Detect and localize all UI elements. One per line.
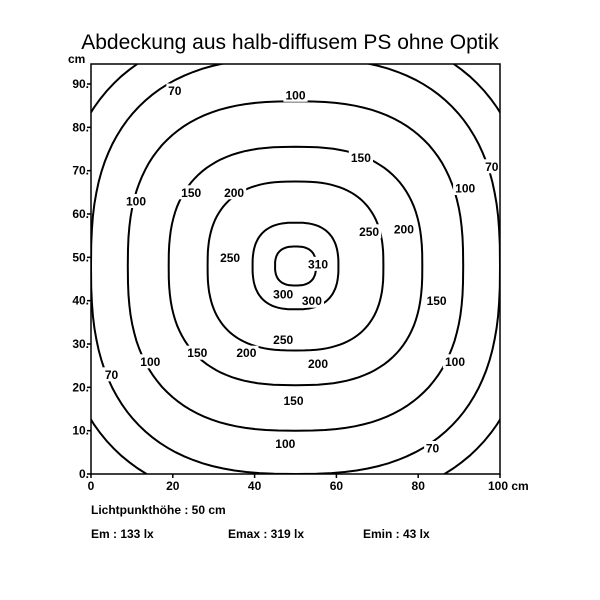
contour-label: 150 [426, 294, 447, 309]
min-illuminance: Emin : 43 lx [363, 527, 430, 541]
contour-label: 200 [236, 346, 257, 361]
contour-label: 100 [125, 194, 147, 209]
y-unit-label: cm [68, 52, 86, 66]
chart-title: Abdeckung aus halb-diffusem PS ohne Optik [81, 31, 499, 54]
x-tick-label: 80 [411, 479, 425, 493]
y-tick-label: 80. [72, 120, 89, 135]
contour-label: 150 [187, 346, 208, 361]
average-illuminance: Em : 133 lx [91, 527, 154, 541]
max-illuminance: Emax : 319 lx [228, 527, 305, 541]
y-tick-label: 10. [72, 423, 89, 438]
contour-label: 100 [455, 181, 476, 196]
contour-label: 100 [275, 437, 296, 452]
contour-label: 100 [140, 354, 161, 369]
contour-label: 250 [359, 224, 380, 239]
contour-label: 200 [307, 357, 329, 371]
contour-label: 250 [273, 333, 294, 348]
contour-label: 70 [485, 159, 499, 174]
contour-label: 150 [350, 151, 371, 166]
y-axis [72, 77, 91, 481]
x-tick-label: 60 [329, 479, 344, 493]
y-tick-label: 50. [72, 250, 89, 265]
x-tick-label: 100 cm [488, 479, 529, 493]
mounting-height: Lichtpunkthöhe : 50 cm [91, 503, 226, 517]
contour-label: 100 [285, 88, 306, 103]
contour-250 [208, 182, 384, 351]
contour-labels [103, 84, 500, 456]
contour-label: 70 [168, 84, 182, 98]
y-tick-label: 90. [72, 77, 89, 91]
contour-label: 100 [444, 354, 466, 369]
y-tick-label: 0. [78, 467, 89, 481]
contour-label: 70 [425, 441, 440, 456]
contour-100 [91, 58, 500, 474]
y-tick-label: 70. [72, 163, 89, 178]
y-tick-label: 60. [72, 207, 89, 221]
x-tick-label: 0 [87, 479, 95, 493]
x-tick-label: 20 [166, 479, 180, 493]
contour-label: 200 [393, 222, 414, 237]
plot-frame [91, 64, 500, 474]
contour-label: 250 [220, 250, 241, 265]
contour-label: 300 [301, 294, 322, 309]
x-axis [88, 474, 529, 493]
contour-label: 150 [181, 185, 202, 200]
contour-label: 70 [104, 367, 119, 382]
x-tick-label: 40 [247, 479, 262, 493]
y-tick-label: 40. [72, 293, 89, 308]
contour-label: 200 [224, 185, 245, 200]
contour-label: 300 [273, 287, 294, 302]
contour-label: 310 [307, 257, 329, 272]
y-tick-label: 20. [72, 380, 89, 395]
contour-label: 150 [283, 393, 304, 408]
y-tick-label: 30. [72, 337, 89, 351]
